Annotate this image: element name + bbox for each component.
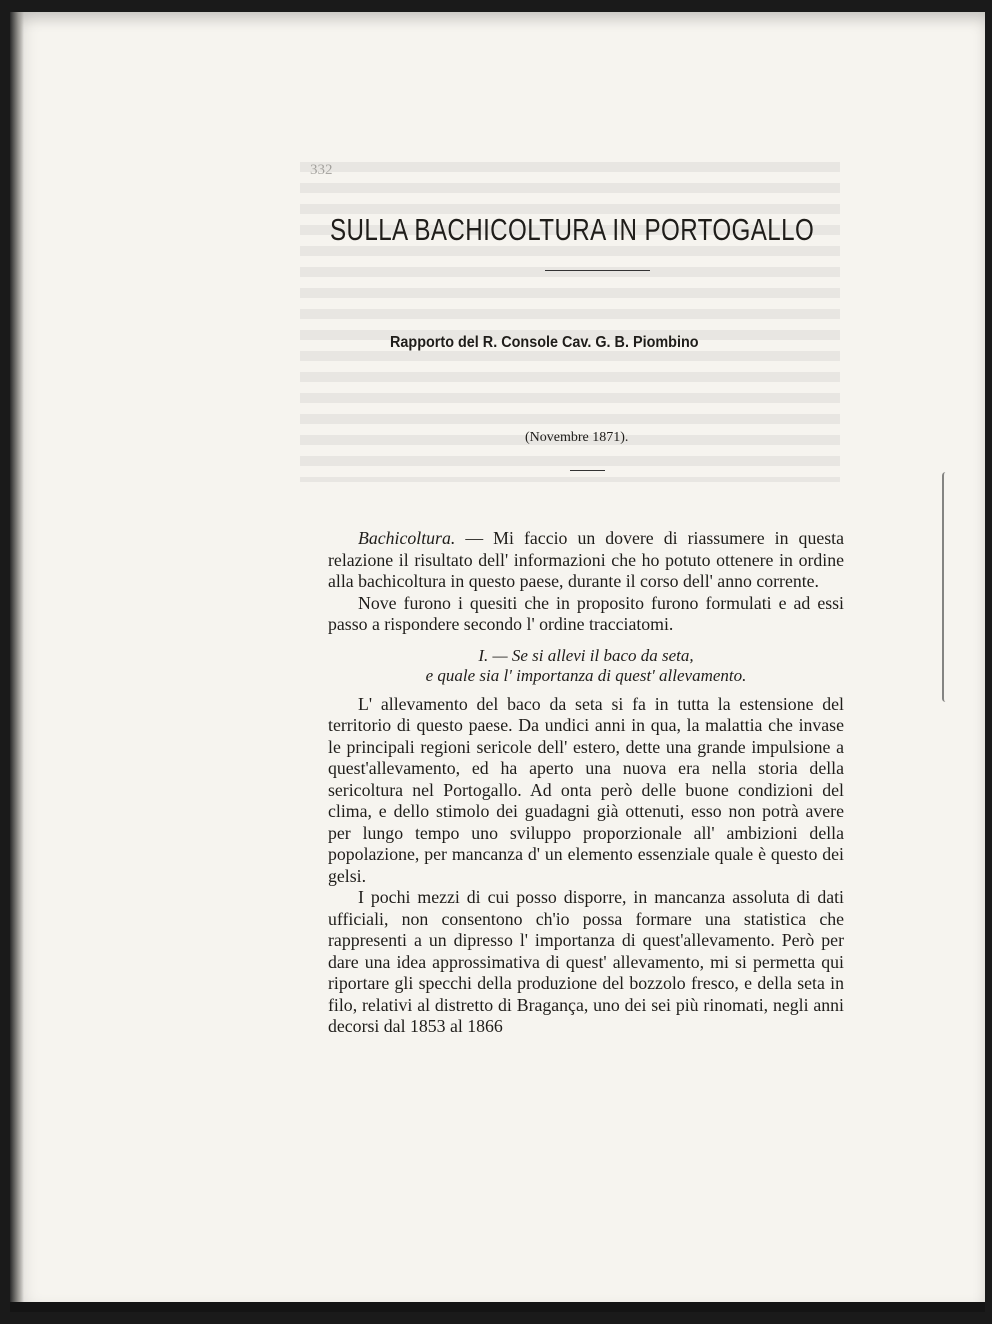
paragraph-statistics: I pochi mezzi di cui posso disporre, in mancanza assoluta di dati ufficiali, non consentono ch'io possa formare una statistica che rappresenti a un dipresso l' importanza di quest'allevamento. Però per dare una idea approssimativa di quest' allevamento, mi si permetta qui riportare gli specchi della produzione del bozzolo fresco, e della seta in filo, relativi al distretto di Bragança, uno dei sei più rinomati, negli anni decorsi dal 1853 al 1866 (328, 887, 844, 1036)
binding-shadow (10, 12, 24, 1312)
scan-bottom-edge (10, 1302, 985, 1312)
page-title: SULLA BACHICOLTURA IN PORTOGALLO (330, 212, 815, 247)
paragraph-intro (328, 528, 844, 593)
paragraph-questions: Nove furono i quesiti che in proposito furono formulati e ad essi passo a rispondere secondo l' ordine tracciatomi. (328, 592, 844, 634)
section-heading-line-2: e quale sia l' importanza di quest' allevamento. (425, 665, 747, 685)
intro-lead: Bachicoltura. (358, 528, 456, 548)
section-heading-line-1: I. — Se si allevi il baco da seta, (478, 645, 694, 665)
body-text (328, 528, 844, 1038)
paragraph-allevamento: L' allevamento del baco da seta si fa in tutta la estensione del territorio di questo paese. Da undici anni in qua, la malattia che invase le principali regioni sericole dell' estero, dette una grande impulsione a quest'allevamento, ed ha aperto una nuova era nella storia della sericoltura nel Portogallo. Ad onta però delle buone condizioni del clima, e dello stimolo dei guadagni già ottenuti, esso non potrà avere per lungo tempo uno sviluppo proporzionale all' ambizioni della popolazione, per mancanza d' un elemento essenziale quale è questo dei gelsi. (328, 693, 844, 886)
report-date: (Novembre 1871). (525, 430, 629, 445)
title-rule (545, 270, 650, 271)
margin-mark (942, 472, 949, 702)
page-number: 332 (310, 162, 333, 178)
date-rule (570, 470, 605, 471)
section-heading (328, 646, 844, 686)
scanned-page (10, 12, 985, 1312)
report-author: Rapporto del R. Console Cav. G. B. Piombino (390, 334, 699, 351)
intro-text: — Mi faccio un dovere di riassumere in questa relazione il risultato dell' informazioni che ho potuto ottenere in ordine alla bachicoltura in questo paese, durante il corso dell' anno corrente. (328, 528, 844, 591)
